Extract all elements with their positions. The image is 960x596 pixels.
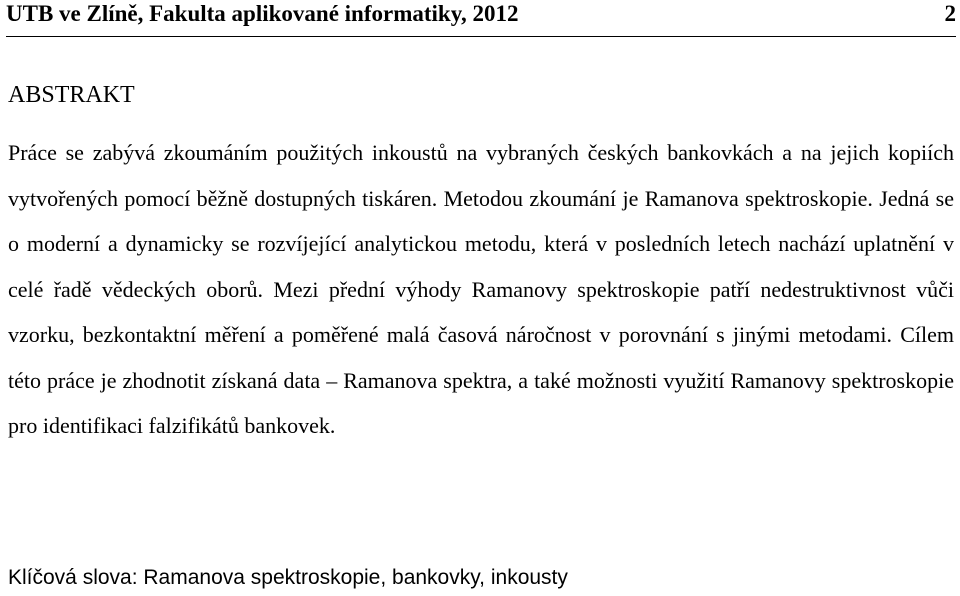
header-title: UTB ve Zlíně, Fakulta aplikované informatiky, 2012 [6, 1, 519, 26]
abstract-heading: ABSTRAKT [8, 82, 135, 108]
page-header [6, 0, 956, 28]
page-number: 2 [944, 1, 956, 26]
abstract-paragraph: Práce se zabývá zkoumáním použitých inkoustů na vybraných českých bankovkách a na jejich kopiích vytvořených pomocí běžně dostupných tiskáren. Metodou zkoumání je Ramanova spektroskopie. Jedná se o moderní a dynamicky se rozvíjející analytickou metodu, která v posledních letech nachází uplatnění v celé řadě vědeckých oborů. Mezi přední výhody Ramanovy spektroskopie patří nedestruktivnost vůči vzorku, bezkontaktní měření a poměřené malá časová náročnost v porovnání s jinými metodami. Cílem této práce je zhodnotit získaná data – Ramanova spektra, a také možnosti využití Ramanovy spektroskopie pro identifikaci falzifikátů bankovek. [8, 140, 954, 438]
header-divider [6, 36, 956, 37]
keywords-line: Klíčová slova: Ramanova spektroskopie, bankovky, inkousty [8, 566, 568, 589]
